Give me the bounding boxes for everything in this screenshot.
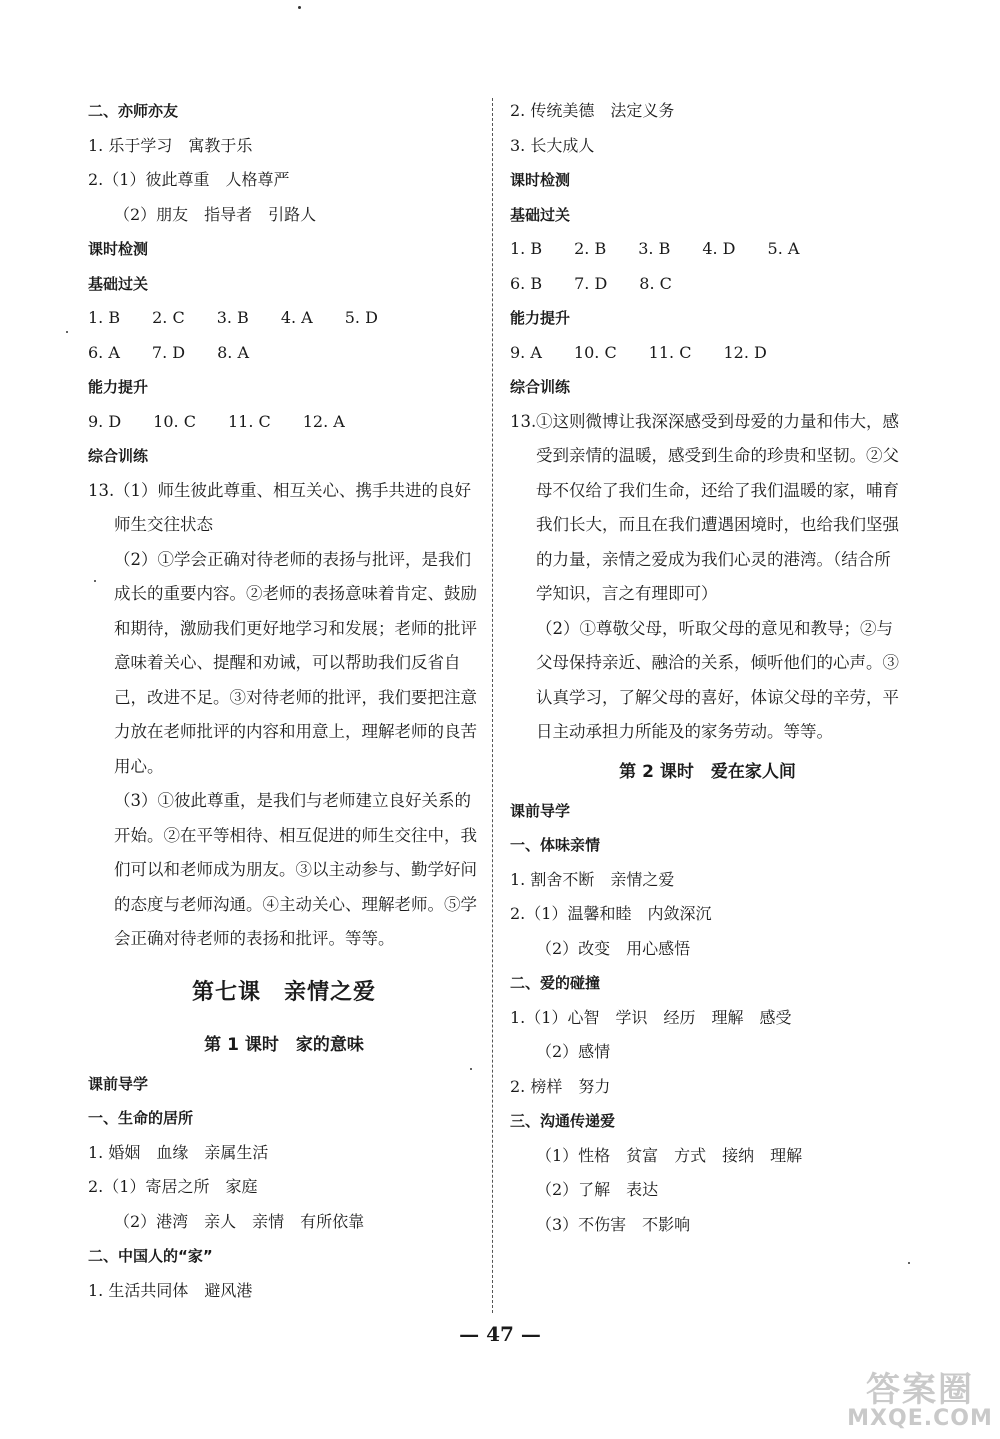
section-heading: 综合训练 <box>88 447 149 465</box>
answer-line: 1.（1）心智 学识 经历 理解 感受 <box>510 1007 792 1027</box>
section-heading: 二、爱的碰撞 <box>510 974 601 992</box>
answer-line: 2. 榜样 努力 <box>510 1076 611 1096</box>
section-heading: 课前导学 <box>88 1074 149 1093</box>
section-heading: 综合训练 <box>510 378 571 396</box>
scan-speck <box>298 6 301 9</box>
answer-paragraph: （2）①尊敬父母，听取父母的意见和教导；②与父母保持亲近、融洽的关系，倾听他们的心声。③认真学习，了解父母的喜好，体谅父母的辛劳，平日主动承担力所能及的家务劳动。等等。 <box>536 618 899 741</box>
question-number: 13. <box>88 480 115 500</box>
answer-line: 2.（1）寄居之所 家庭 <box>88 1177 258 1196</box>
answer-paragraph: （3）①彼此尊重，是我们与老师建立良好关系的开始。②在平等相待、相互促进的师生交往中，我们可以和老师成为朋友。③以主动参与、勤学好问的态度与老师沟通。④主动关心、理解老师。⑤学会正确对待老师的表扬和批评。等等。 <box>114 791 477 948</box>
lesson-title: 第七课 亲情之爱 <box>191 979 376 1005</box>
answer-row: 6. B 7. D 8. C <box>510 273 672 293</box>
answer-paragraph: ①这则微博让我深深感受到母爱的力量和伟大，感受到亲情的温暖，感受到生命的珍贵和坚韧。②父母不仅给了我们生命，还给了我们温暖的家，哺育我们长大，而且在我们遭遇困境时，也给我们坚强的力量，亲情之爱成为我们心灵的港湾。（结合所学知识，言之有理即可） <box>536 411 899 603</box>
answer-line: 2. 传统美德 法定义务 <box>510 101 675 120</box>
answer-line: 2.（1）温馨和睦 内敛深沉 <box>510 904 712 923</box>
column-divider <box>492 98 493 1313</box>
answer-row: 6. A 7. D 8. A <box>88 342 249 362</box>
answer-line: （3）不伤害 不影响 <box>536 1214 691 1234</box>
answer-paragraph: （2）①学会正确对待老师的表扬与批评，是我们成长的重要内容。②老师的表扬意味着肯定、鼓励和期待，激励我们更好地学习和发展；老师的批评意味着关心、提醒和劝诫，可以帮助我们反省自己，改进不足。③对待老师的批评，我们要把注意力放在老师批评的内容和用意上，理解老师的良苦用心。 <box>114 549 477 776</box>
period-title: 第 2 课时 爱在家人间 <box>619 761 796 782</box>
right-column <box>510 94 905 1242</box>
section-heading: 课前导学 <box>510 801 571 820</box>
answer-row: 9. D 10. C 11. C 12. A <box>88 411 345 431</box>
answer-line: 1. 婚姻 血缘 亲属生活 <box>88 1142 269 1162</box>
answer-row: 1. B 2. C 3. B 4. A 5. D <box>88 308 378 327</box>
section-heading: 一、体味亲情 <box>510 836 601 854</box>
section-heading: 三、沟通传递爱 <box>510 1112 616 1130</box>
section-heading: 二、亦师亦友 <box>88 102 179 120</box>
answer-row: 1. B 2. B 3. B 4. D 5. A <box>510 239 800 258</box>
answer-line: 3. 长大成人 <box>510 135 595 155</box>
section-heading: 二、中国人的“家” <box>88 1247 213 1265</box>
answer-line: （2）港湾 亲人 亲情 有所依靠 <box>114 1211 365 1231</box>
scan-speck <box>908 1262 910 1264</box>
section-heading: 基础过关 <box>88 274 149 293</box>
answer-line: （2）了解 表达 <box>536 1180 659 1199</box>
watermark-url: MXQE.COM <box>847 1406 993 1431</box>
watermark-text: 答案圈 <box>866 1370 974 1410</box>
answer-paragraph: （1）师生彼此尊重、相互关心、携手共进的良好师生交往状态 <box>114 480 471 534</box>
answer-line: 1. 割舍不断 亲情之爱 <box>510 869 675 889</box>
section-heading: 能力提升 <box>510 309 571 327</box>
answer-line: （2）感情 <box>536 1042 611 1061</box>
answer-line: （2）朋友 指导者 引路人 <box>114 204 317 224</box>
answer-row: 9. A 10. C 11. C 12. D <box>510 342 767 362</box>
page-number: — 47 — <box>459 1322 541 1346</box>
answer-line: （2）改变 用心感悟 <box>536 938 691 958</box>
answer-line: 2.（1）彼此尊重 人格尊严 <box>88 170 290 189</box>
question-13-answer <box>88 474 480 957</box>
section-heading: 能力提升 <box>88 378 149 396</box>
question-number: 13. <box>510 411 537 431</box>
answer-line: 1. 生活共同体 避风港 <box>88 1280 253 1300</box>
scan-speck <box>66 331 68 333</box>
left-column <box>88 94 480 1308</box>
period-title: 第 1 课时 家的意味 <box>204 1034 364 1055</box>
section-heading: 基础过关 <box>510 205 571 224</box>
answer-line: （1）性格 贫富 方式 接纳 理解 <box>536 1145 803 1165</box>
watermark-logo <box>845 1362 995 1434</box>
answer-line: 1. 乐于学习 寓教于乐 <box>88 135 253 155</box>
question-13-answer <box>510 405 905 750</box>
section-heading: 课时检测 <box>510 171 571 189</box>
section-heading: 一、生命的居所 <box>88 1109 194 1127</box>
section-heading: 课时检测 <box>88 240 149 258</box>
